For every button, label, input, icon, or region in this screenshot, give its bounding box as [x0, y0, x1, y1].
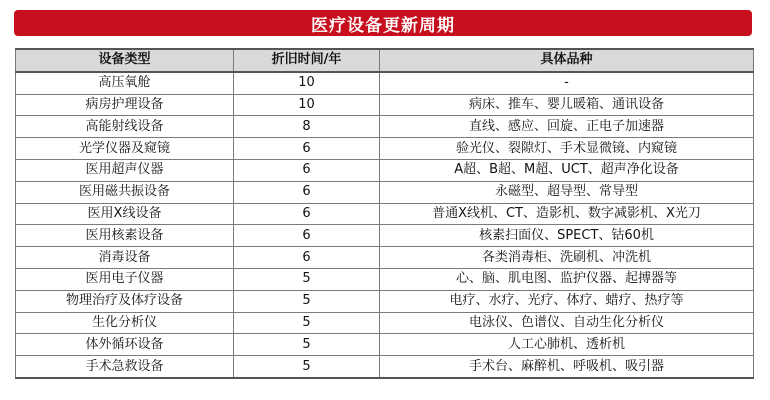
table-row — [16, 116, 754, 138]
cell-equipment-type: 消毒设备 — [16, 247, 234, 269]
cell-equipment-type: 医用X线设备 — [16, 203, 234, 225]
cell-equipment-type: 光学仪器及窥镜 — [16, 138, 234, 160]
table-row — [16, 225, 754, 247]
cell-depreciation-years: 10 — [234, 94, 380, 116]
cell-depreciation-years: 8 — [234, 116, 380, 138]
table-row — [16, 138, 754, 160]
cell-specific-varieties: 电泳仪、色谱仪、自动生化分析仪 — [380, 312, 754, 334]
cell-depreciation-years: 10 — [234, 72, 380, 94]
table-row — [16, 312, 754, 334]
cell-depreciation-years: 6 — [234, 181, 380, 203]
column-header-depreciation-years: 折旧时间/年 — [234, 49, 380, 72]
cell-specific-varieties: - — [380, 72, 754, 94]
table-row — [16, 159, 754, 181]
cell-specific-varieties: 核素扫面仪、SPECT、钴60机 — [380, 225, 754, 247]
cell-depreciation-years: 6 — [234, 203, 380, 225]
table-body — [16, 72, 754, 378]
cell-specific-varieties: 永磁型、超导型、常导型 — [380, 181, 754, 203]
cell-depreciation-years: 5 — [234, 356, 380, 378]
cell-equipment-type: 医用磁共振设备 — [16, 181, 234, 203]
table-row — [16, 290, 754, 312]
cell-specific-varieties: 普通X线机、CT、造影机、数字减影机、X光刀 — [380, 203, 754, 225]
table-row — [16, 247, 754, 269]
cell-specific-varieties: 各类消毒柜、洗刷机、冲洗机 — [380, 247, 754, 269]
cell-specific-varieties: 直线、感应、回旋、正电子加速器 — [380, 116, 754, 138]
page-title: 医疗设备更新周期 — [311, 15, 455, 36]
cell-equipment-type: 医用超声仪器 — [16, 159, 234, 181]
cell-depreciation-years: 6 — [234, 225, 380, 247]
table-row — [16, 356, 754, 378]
cell-equipment-type: 体外循环设备 — [16, 334, 234, 356]
title-banner — [14, 10, 752, 36]
cell-depreciation-years: 6 — [234, 247, 380, 269]
cell-depreciation-years: 6 — [234, 138, 380, 160]
cell-specific-varieties: A超、B超、M超、UCT、超声净化设备 — [380, 159, 754, 181]
table-row — [16, 94, 754, 116]
table-row — [16, 268, 754, 290]
equipment-table — [15, 48, 754, 379]
table-row — [16, 181, 754, 203]
column-header-equipment-type: 设备类型 — [16, 49, 234, 72]
cell-equipment-type: 物理治疗及体疗设备 — [16, 290, 234, 312]
cell-equipment-type: 生化分析仪 — [16, 312, 234, 334]
column-header-specific-varieties: 具体品种 — [380, 49, 754, 72]
cell-specific-varieties: 手术台、麻醉机、呼吸机、吸引器 — [380, 356, 754, 378]
cell-specific-varieties: 人工心肺机、透析机 — [380, 334, 754, 356]
cell-depreciation-years: 5 — [234, 334, 380, 356]
cell-depreciation-years: 6 — [234, 159, 380, 181]
cell-depreciation-years: 5 — [234, 268, 380, 290]
cell-depreciation-years: 5 — [234, 290, 380, 312]
cell-specific-varieties: 电疗、水疗、光疗、体疗、蜡疗、热疗等 — [380, 290, 754, 312]
cell-specific-varieties: 验光仪、裂隙灯、手术显微镜、内窥镜 — [380, 138, 754, 160]
cell-equipment-type: 手术急救设备 — [16, 356, 234, 378]
cell-depreciation-years: 5 — [234, 312, 380, 334]
cell-specific-varieties: 心、脑、肌电图、监护仪器、起搏器等 — [380, 268, 754, 290]
cell-equipment-type: 高能射线设备 — [16, 116, 234, 138]
cell-specific-varieties: 病床、推车、婴儿暖箱、通讯设备 — [380, 94, 754, 116]
cell-equipment-type: 医用电子仪器 — [16, 268, 234, 290]
cell-equipment-type: 病房护理设备 — [16, 94, 234, 116]
table-row — [16, 203, 754, 225]
cell-equipment-type: 高压氧舱 — [16, 72, 234, 94]
table-row — [16, 334, 754, 356]
table-row — [16, 72, 754, 94]
cell-equipment-type: 医用核素设备 — [16, 225, 234, 247]
table-header-row — [16, 49, 754, 72]
